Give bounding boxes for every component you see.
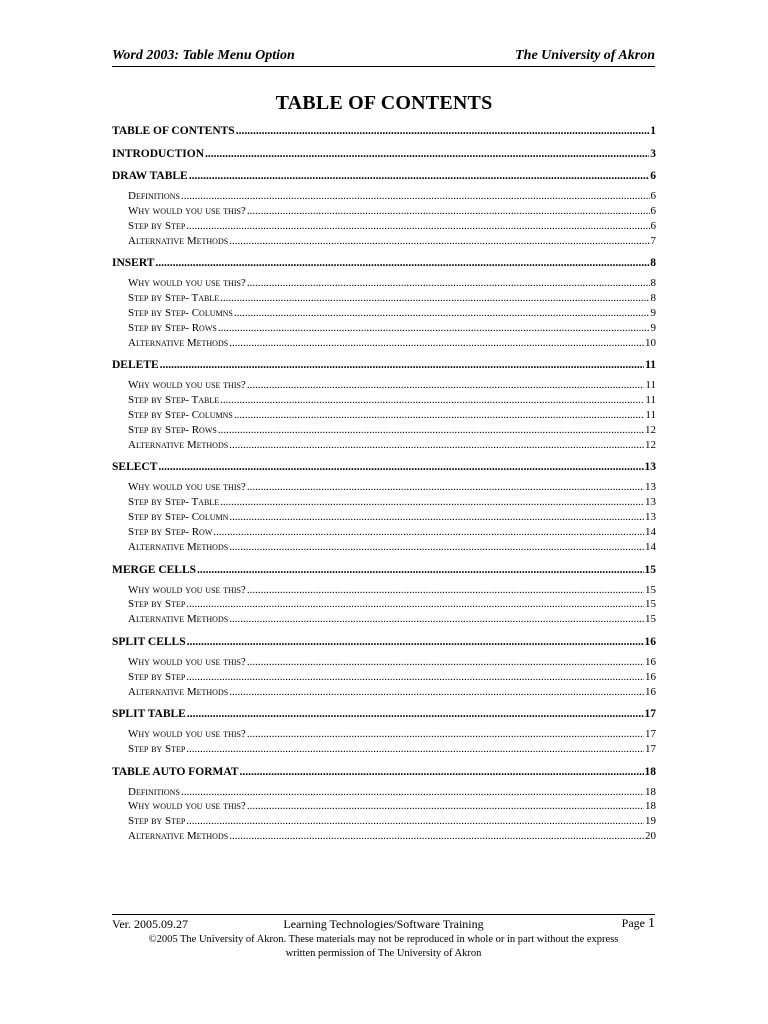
toc-subsection-entry[interactable]: [128, 728, 656, 740]
toc-entry-title: Step by Step: [128, 815, 186, 828]
toc-dot-leader: [213, 526, 644, 538]
toc-subsection-entry[interactable]: [128, 307, 656, 319]
toc-entry-page-number: 14: [645, 541, 656, 553]
toc-entry-page-number: 6: [650, 219, 656, 232]
toc-entry-title: SELECT: [112, 461, 158, 474]
toc-subsection-entry[interactable]: [128, 671, 656, 683]
toc-subsection-entry[interactable]: [128, 205, 656, 217]
toc-dot-leader: [229, 235, 649, 247]
toc-entry-title: Why would you use this?: [128, 800, 246, 813]
toc-dot-leader: [229, 830, 644, 842]
toc-section-entry[interactable]: [112, 125, 656, 137]
toc-entry-title: Step by Step: [128, 598, 186, 611]
toc-entry-page-number: 13: [644, 461, 656, 474]
toc-entry-title: Step by Step- Rows: [128, 424, 217, 436]
toc-subsection-entry[interactable]: [128, 481, 656, 493]
toc-entry-title: Why would you use this?: [128, 277, 246, 290]
toc-entry-title: Why would you use this?: [128, 583, 246, 596]
toc-entry-page-number: 14: [645, 526, 656, 539]
page-title: TABLE OF CONTENTS: [275, 92, 493, 114]
toc-section-entry[interactable]: [112, 636, 656, 648]
toc-dot-leader: [181, 786, 644, 798]
toc-entry-title: Why would you use this?: [128, 204, 246, 217]
toc-dot-leader: [247, 800, 644, 812]
toc-entry-title: Alternative Methods: [128, 830, 229, 843]
toc-entry-page-number: 6: [650, 204, 656, 217]
toc-section-entry[interactable]: [112, 257, 656, 269]
toc-entry-title: Step by Step- Columns: [128, 307, 233, 319]
toc-subsection-entry[interactable]: [128, 439, 656, 451]
toc-entry-page-number: 18: [645, 785, 656, 798]
toc-entry-page-number: 1: [650, 125, 656, 137]
toc-entry-title: Why would you use this?: [128, 481, 246, 494]
toc-entry-title: Step by Step- Table: [128, 394, 220, 407]
toc-entry-title: SPLIT TABLE: [112, 708, 186, 721]
toc-entry-page-number: 6: [650, 170, 656, 182]
toc-dot-leader: [247, 205, 650, 217]
toc-dot-leader: [240, 766, 644, 778]
toc-entry-title: Step by Step- Columns: [128, 409, 233, 422]
toc-dot-leader: [186, 815, 644, 827]
toc-subsection-entry[interactable]: [128, 235, 656, 247]
toc-entry-page-number: 11: [645, 359, 656, 372]
toc-entry-title: Why would you use this?: [128, 655, 246, 668]
toc-dot-leader: [186, 220, 649, 232]
toc-entry-page-number: 17: [644, 708, 656, 721]
toc-dot-leader: [229, 511, 644, 523]
toc-subsection-entry[interactable]: [128, 220, 656, 232]
toc-subsection-entry[interactable]: [128, 743, 656, 755]
toc-subsection-entry[interactable]: [128, 292, 656, 304]
toc-entry-title: Alternative Methods: [128, 438, 229, 451]
toc-entry-page-number: 12: [645, 424, 656, 436]
toc-entry-title: Alternative Methods: [128, 541, 229, 553]
toc-subsection-entry[interactable]: [128, 800, 656, 812]
copyright-line-2: written permission of The University of Akron: [285, 948, 482, 959]
toc-entry-title: Step by Step: [128, 219, 186, 232]
footer-department: Learning Technologies/Software Training: [283, 917, 484, 931]
toc-dot-leader: [229, 541, 644, 553]
toc-section-entry[interactable]: [112, 359, 656, 371]
copyright-notice: [112, 933, 655, 961]
toc-subsection-entry[interactable]: [128, 394, 656, 406]
toc-entry-title: Step by Step: [128, 670, 186, 683]
toc-subsection-entry[interactable]: [128, 337, 656, 349]
toc-entry-title: DRAW TABLE: [112, 170, 188, 182]
toc-entry-page-number: 15: [645, 598, 656, 611]
toc-dot-leader: [229, 337, 644, 349]
toc-dot-leader: [218, 322, 650, 334]
toc-subsection-entry[interactable]: [128, 496, 656, 508]
toc-subsection-entry[interactable]: [128, 322, 656, 334]
toc-entry-title: DELETE: [112, 359, 159, 372]
toc-entry-page-number: 16: [645, 685, 656, 698]
toc-entry-title: Alternative Methods: [128, 613, 229, 626]
toc-entry-page-number: 13: [645, 511, 656, 524]
toc-entry-page-number: 12: [645, 438, 656, 451]
toc-entry-page-number: 15: [644, 563, 656, 576]
toc-subsection-entry[interactable]: [128, 786, 656, 798]
toc-dot-leader: [186, 743, 644, 755]
toc-subsection-entry[interactable]: [128, 379, 656, 391]
footer-page-label: Page: [621, 916, 645, 930]
toc-entry-page-number: 13: [645, 481, 656, 494]
toc-dot-leader: [247, 584, 644, 596]
toc-dot-leader: [247, 277, 650, 289]
toc-entry-page-number: 20: [645, 830, 656, 843]
toc-entry-page-number: 7: [650, 234, 656, 247]
toc-dot-leader: [197, 564, 643, 576]
toc-entry-page-number: 13: [645, 496, 656, 509]
toc-entry-title: Why would you use this?: [128, 379, 246, 392]
toc-entry-page-number: 11: [645, 379, 656, 392]
toc-subsection-entry[interactable]: [128, 656, 656, 668]
toc-dot-leader: [155, 257, 649, 269]
toc-section-entry[interactable]: [112, 766, 656, 778]
toc-entry-page-number: 16: [645, 670, 656, 683]
toc-dot-leader: [160, 359, 644, 371]
toc-dot-leader: [186, 671, 644, 683]
toc-subsection-entry[interactable]: [128, 277, 656, 289]
toc-entry-page-number: 8: [650, 277, 656, 290]
toc-entry-page-number: 9: [650, 307, 656, 319]
toc-dot-leader: [189, 170, 650, 182]
toc-section-entry[interactable]: [112, 708, 656, 720]
toc-subsection-entry[interactable]: [128, 830, 656, 842]
toc-subsection-entry[interactable]: [128, 424, 656, 436]
toc-entry-title: Alternative Methods: [128, 336, 229, 349]
toc-subsection-entry[interactable]: [128, 409, 656, 421]
toc-dot-leader: [229, 613, 644, 625]
toc-dot-leader: [187, 636, 644, 648]
toc-dot-leader: [220, 292, 649, 304]
toc-dot-leader: [187, 708, 644, 720]
toc-subsection-entry[interactable]: [128, 686, 656, 698]
toc-entry-page-number: 11: [645, 394, 656, 407]
toc-subsection-entry[interactable]: [128, 541, 656, 553]
toc-entry-title: INTRODUCTION: [112, 147, 205, 160]
toc-entry-title: Why would you use this?: [128, 728, 246, 741]
toc-entry-title: Step by Step- Column: [128, 511, 229, 524]
footer-page: [622, 916, 655, 932]
toc-entry-title: Alternative Methods: [128, 234, 229, 247]
toc-entry-title: Step by Step- Rows: [128, 321, 217, 334]
toc-dot-leader: [218, 424, 644, 436]
toc-entry-title: Step by Step- Table: [128, 292, 220, 305]
toc-subsection-entry[interactable]: [128, 584, 656, 596]
toc-entry-title: Step by Step: [128, 743, 186, 755]
toc-entry-title: MERGE CELLS: [112, 563, 197, 576]
toc-entry-page-number: 8: [650, 257, 656, 270]
toc-entry-page-number: 19: [645, 815, 656, 828]
toc-dot-leader: [247, 656, 644, 668]
toc-dot-leader: [247, 481, 644, 493]
header-institution: The University of Akron: [515, 48, 655, 63]
toc-entry-page-number: 16: [644, 635, 656, 648]
toc-entry-page-number: 16: [645, 655, 656, 668]
toc-section-entry[interactable]: [112, 148, 656, 160]
toc-section-entry[interactable]: [112, 564, 656, 576]
toc-subsection-entry[interactable]: [128, 526, 656, 538]
toc-entry-title: Definitions: [128, 190, 180, 202]
toc-dot-leader: [234, 409, 645, 421]
copyright-line-1: ©2005 The University of Akron. These materials may not be reproduced in whole or in part without the express: [148, 934, 619, 945]
toc-entry-page-number: 11: [645, 409, 656, 422]
toc-dot-leader: [220, 496, 644, 508]
toc-dot-leader: [158, 461, 643, 473]
toc-entry-page-number: 15: [645, 613, 656, 626]
toc-entry-page-number: 6: [650, 190, 656, 202]
toc-entry-page-number: 8: [650, 292, 656, 305]
toc-entry-title: Alternative Methods: [128, 685, 229, 698]
toc-entry-page-number: 3: [650, 147, 656, 160]
toc-entry-title: TABLE OF CONTENTS: [112, 125, 235, 137]
toc-entry-page-number: 10: [645, 336, 656, 349]
toc-entry-title: Step by Step- Row: [128, 526, 213, 539]
toc-entry-page-number: 18: [645, 800, 656, 813]
toc-dot-leader: [229, 686, 644, 698]
toc-entry-page-number: 17: [645, 728, 656, 741]
toc-entry-page-number: 9: [650, 321, 656, 334]
toc-dot-leader: [229, 439, 644, 451]
toc-entry-title: SPLIT CELLS: [112, 635, 186, 648]
toc-dot-leader: [236, 125, 650, 137]
toc-section-entry[interactable]: [112, 170, 656, 182]
toc-dot-leader: [205, 148, 649, 160]
toc-subsection-entry[interactable]: [128, 613, 656, 625]
toc-subsection-entry[interactable]: [128, 598, 656, 610]
toc-entry-page-number: 18: [644, 765, 656, 778]
toc-entry-page-number: 15: [645, 583, 656, 596]
footer-divider: [112, 914, 655, 915]
toc-subsection-entry[interactable]: [128, 190, 656, 202]
toc-entry-title: Definitions: [128, 785, 180, 798]
toc-dot-leader: [220, 394, 644, 406]
header-document-title: Word 2003: Table Menu Option: [112, 48, 295, 63]
toc-dot-leader: [247, 728, 644, 740]
toc-entry-title: INSERT: [112, 257, 155, 270]
toc-subsection-entry[interactable]: [128, 815, 656, 827]
toc-section-entry[interactable]: [112, 461, 656, 473]
toc-dot-leader: [234, 307, 650, 319]
toc-entry-page-number: 17: [645, 743, 656, 755]
toc-subsection-entry[interactable]: [128, 511, 656, 523]
toc-dot-leader: [186, 598, 644, 610]
footer-page-number: 1: [648, 916, 655, 931]
toc-entry-title: Step by Step- Table: [128, 496, 220, 509]
toc-dot-leader: [181, 190, 650, 202]
toc-entry-title: TABLE AUTO FORMAT: [112, 765, 239, 778]
footer-version: Ver. 2005.09.27: [112, 917, 188, 931]
toc-dot-leader: [247, 379, 645, 391]
